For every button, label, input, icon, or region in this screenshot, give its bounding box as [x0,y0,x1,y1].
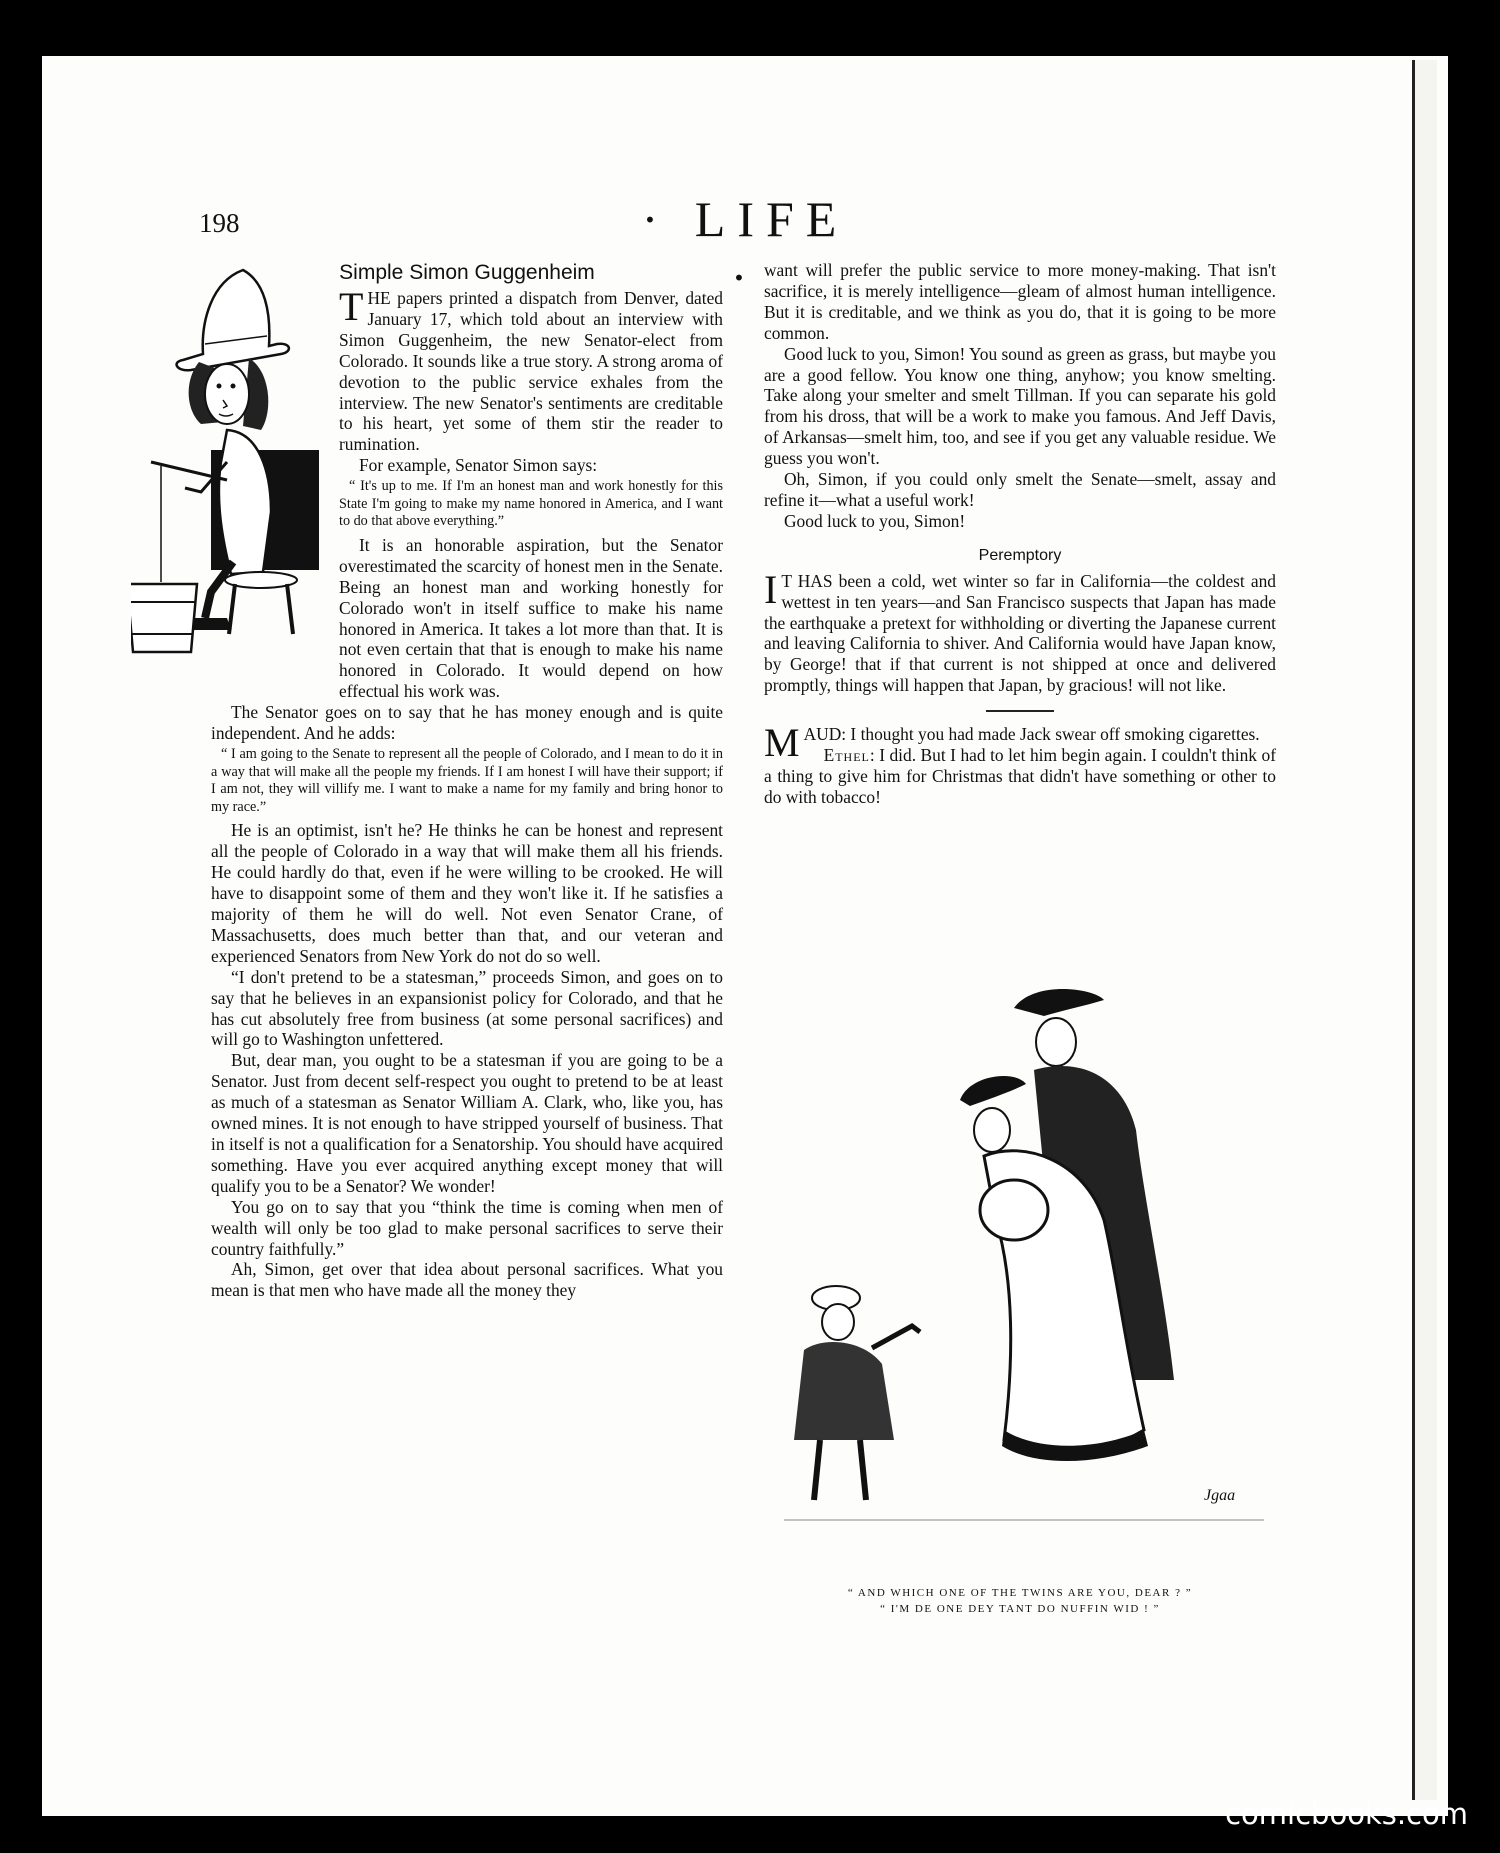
article1-paragraph-5: “I don't pretend to be a statesman,” proceeds Simon, and goes on to say that he believes in an expansionist policy for Colorado, and that he has cut absolutely free from business (at some personal sacrifices) and will go to Washington unfettered. [211,966,723,1050]
article1-example: For example, Senator Simon says: [359,455,598,476]
quote-honest-man: “ It's up to me. If I'm an honest man and work honestly for this State I'm going to make my name honored in America, and I want to do that above everything.” [339,478,723,530]
dropcap-m: M [764,720,800,766]
article-title-peremptory: Peremptory [978,546,1062,564]
joke-maud: MAUD: I thought you had made Jack swear off smoking cigarettes. [764,720,1260,766]
page-number: 198 [199,208,240,238]
article1-paragraph-11: Good luck to you, Simon! [784,510,966,531]
article1-paragraph-8-continued: want will prefer the public service to more money-making. That isn't sacrifice, it is merely intelligence—gleam of almost human intelligence. But it is creditable, and we think as you do, that it is going to be more common. [764,260,1276,343]
quote-represent-colorado: “ I am going to the Senate to represent all the people of Colorado, and I mean to do it in a way that will make all the people my friends. If I am honest I will have their support; if I am not, they will villify me. I want to make a name for my family and bring honor to my race.” [211,746,723,815]
cartoon-caption [764,1585,1276,1617]
caption-line-2: “ I'M DE ONE DEY TANT DO NUFFIN WID ! ” [880,1603,1160,1615]
twins-cartoon [764,960,1276,1560]
article-title-simon: Simple Simon Guggenheim [339,261,595,284]
page-edge [1412,60,1437,1800]
masthead: · LIFE · [641,191,849,305]
article1-paragraph-4: He is an optimist, isn't he? He thinks he can be honest and represent all the people of Colorado in a way that will make them all his friends. He could hardly do that, even if he were willing to be crooked. He will have to disappoint some of them and they won't like it. If he satisfies a majority of them he will do well. Not even Senator Crane, of Massachusetts, does much better than that, and our veteran and experienced Senators from New York do not do so well. [211,820,723,966]
caption-line-1: “ AND WHICH ONE OF THE TWINS ARE YOU, DEAR ? ” [847,1587,1193,1599]
article1-paragraph-8: Ah, Simon, get over that idea about personal sacrifices. What you mean is that men who have made all the money they [211,1259,723,1301]
article1-paragraph-3: The Senator goes on to say that he has money enough and is quite independent. And he adds: [211,702,723,744]
left-column [211,260,723,1301]
watermark-logo: comicbooks.com [1225,1797,1468,1831]
article1-paragraph-10: Oh, Simon, if you could only smelt the Senate—smelt, assay and refine it—what a useful work! [764,469,1276,510]
simon-illustration [131,262,331,702]
dropcap-i: I [764,566,778,612]
article2-body: I T HAS been a cold, wet winter so far in California—the coldest and wettest in ten years—and San Francisco suspects that Japan has made the earthquake a pretext for withholding or diverting the Japanese current and leaving California to shiver. And California would have Japan know, by George! that if that current is not shipped at once and delivered promptly, things will happen that Japan, by gracious! will not like. [764,566,1276,696]
article1-paragraph-7: You go on to say that you “think the time is coming when men of wealth will only be too glad to make personal sacrifices to serve their country faithfully.” [211,1196,723,1259]
joke-ethel: Ethel: I did. But I had to let him begin again. I couldn't think of a thing to give him for Christmas that didn't have something or other to do with tobacco! [764,745,1276,807]
section-divider [986,710,1054,712]
right-column [764,260,1276,808]
dropcap-t: T [339,284,364,329]
article1-paragraph-2: It is an honorable aspiration, but the Senator overestimated the scarcity of honest men in the Senate. Being an honest man and working honestly for Colorado won't in itself suffice to make his name honored in America. It takes a lot more than that. It is not even certain that that is enough to make his name honored in Colorado. It would depend on how effectual his work was. [339,534,723,702]
artist-signature: Jgaa [1204,1487,1236,1504]
article1-paragraph-9: Good luck to you, Simon! You sound as green as grass, but maybe you are a good fellow. You know one thing, anyhow; you know smelting. Take along your smelter and smelt Tillman. If you can separate his gold from his dross, that will be a work to make you famous. And Jeff Davis, of Arkansas—smelt him, too, and see if you get any valuable residue. We guess you won't. [764,343,1276,469]
article1-opening: THE papers printed a dispatch from Denver, dated January 17, which told about an interview with Simon Guggenheim, the new Senator-elect from Colorado. It sounds like a true story. A strong aroma of devotion to the public service exhales from the interview. The new Senator's sentiments are creditable to his heart, yet some of them stir the reader to rumination. [339,284,723,455]
article1-paragraph-6: But, dear man, you ought to be a statesman if you are going to be a Senator. Just from decent self-respect you ought to pretend to be at least as much of a statesman as Senator William A. Clark, who, like you, has owned mines. It is not enough to have stripped yourself of business. That in itself is not a qualification for a Senatorship. You should have acquired something. Have you ever acquired anything except money that will qualify you to be a Senator? We wonder! [211,1050,723,1196]
